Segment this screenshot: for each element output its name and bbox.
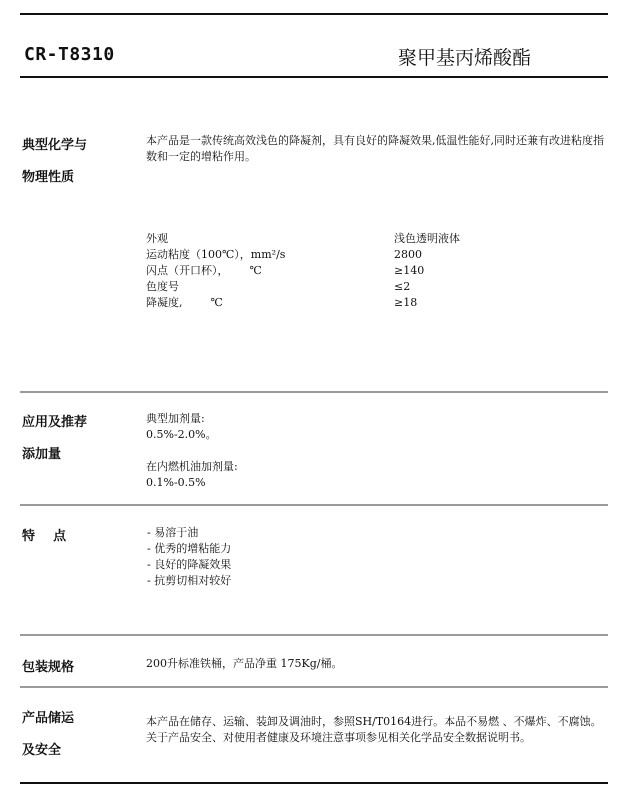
product-title: 聚甲基丙烯酸酯 <box>398 47 532 69</box>
dosage-engine-value: 0.1%-0.5% <box>146 476 206 489</box>
packaging-label: 包装规格 <box>22 660 75 675</box>
property-value: ≥140 <box>394 264 425 277</box>
typical-label-line1: 典型化学与 <box>22 138 88 153</box>
section-divider <box>20 634 608 636</box>
property-value: 2800 <box>394 248 422 261</box>
header-rule <box>20 76 608 78</box>
feature-item: - 良好的降凝效果 <box>147 558 232 571</box>
property-name: 降凝度, ℃ <box>146 296 223 309</box>
storage-text: 本产品在储存、运输、装卸及调油时，参照SH/T0164进行。本品不易燃 、不爆炸、不腐蚀。关于产品安全、对使用者健康及环境注意事项参见相关化学品安全数据说明书。 <box>146 715 602 744</box>
section-divider <box>20 686 608 688</box>
property-value: ≥18 <box>394 296 418 309</box>
property-name: 闪点（开口杯）， ℃ <box>146 264 262 277</box>
typical-label-line2: 物理性质 <box>22 170 75 185</box>
product-code: CR-T8310 <box>24 44 115 65</box>
feature-item: - 抗剪切相对较好 <box>147 574 232 587</box>
feature-item: - 优秀的增粘能力 <box>147 542 232 555</box>
storage-label-line1: 产品储运 <box>22 711 75 726</box>
bottom-rule <box>20 782 608 784</box>
property-name: 外观 <box>146 232 168 245</box>
section-divider <box>20 504 608 506</box>
property-name: 运动粘度（100℃），mm²/s <box>146 248 286 261</box>
dosage-typical-title: 典型加剂量: <box>146 412 205 425</box>
property-name: 色度号 <box>146 280 179 293</box>
packaging-text: 200升标准铁桶，产品净重 175Kg/桶。 <box>146 657 343 670</box>
typical-description: 本产品是一款传统高效浅色的降凝剂，具有良好的降凝效果,低温性能好,同时还兼有改进粘度指数和一定的增粘作用。 <box>146 134 604 163</box>
dosage-label-line2: 添加量 <box>22 447 62 462</box>
top-rule <box>20 13 608 15</box>
features-label: 特 点 <box>22 529 67 544</box>
dosage-engine-title: 在内燃机油加剂量: <box>146 460 238 473</box>
property-value: ≤2 <box>394 280 411 293</box>
property-value: 浅色透明液体 <box>394 232 460 245</box>
feature-item: - 易溶于油 <box>147 526 199 539</box>
storage-label-line2: 及安全 <box>22 743 62 758</box>
section-divider <box>20 391 608 393</box>
dosage-label-line1: 应用及推荐 <box>22 415 88 430</box>
dosage-typical-value: 0.5%-2.0%。 <box>146 428 217 441</box>
